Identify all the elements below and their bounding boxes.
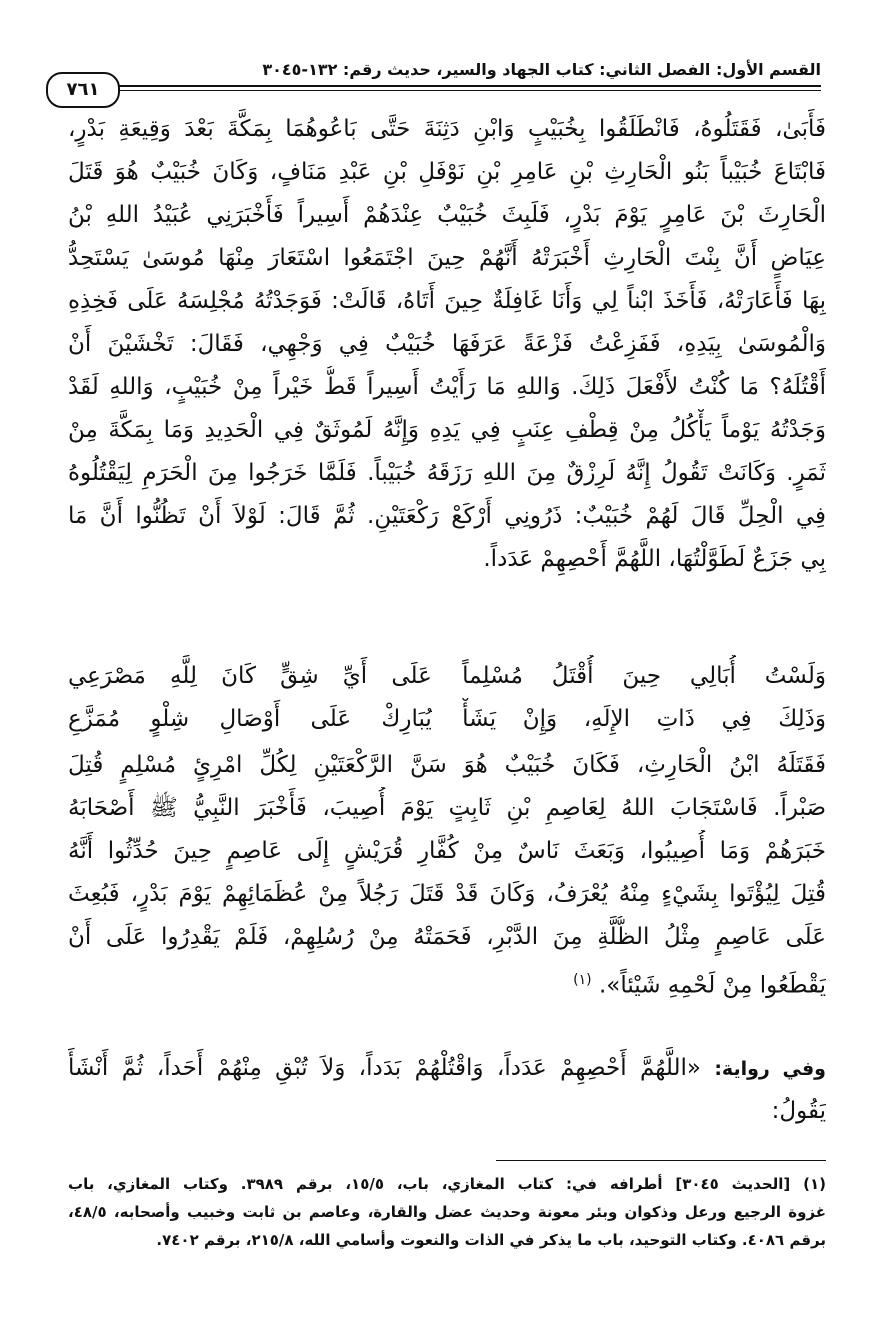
footnotes [68,1170,826,1254]
running-header: القسم الأول: الفصل الثاني: كتاب الجهاد والسير، حديث رقم: ١٣٢-٣٠٤٥ [262,60,821,79]
alternate-narration [68,1047,826,1133]
verse-second-hemistich: يُبَارِكْ عَلَى أَوْصَالِ شِلْوٍ مُمَزَّعِ [68,706,432,732]
text-line: صَبْراً. فَاسْتَجَابَ اللهُ لِعَاصِمِ بْنِ ثَابِتٍ يَوْمَ أُصِيبَ، فَأَخْبَرَ النَّبِيُّ ﷺ أَصْحَابَهُ [68,795,826,821]
verse-first-hemistich: وَذَلِكَ فِي ذَاتِ الإِلَهِ، وَإِنْ يَشَأْ [462,706,826,732]
text-line: يَقُولُ: [771,1098,826,1124]
text-line: الْحَارِثَ بْنَ عَامِرٍ يَوْمَ بَدْرٍ، فَلَبِثَ خُبَيْبٌ عِنْدَهُمْ أَسِيراً فَأَخْبَرَنِي عُبَيْدُ اللهِ بْنُ [68,202,826,228]
header-rule [110,85,821,87]
text-line: خَبَرَهُمْ وَمَا أُصِيبُوا، وَبَعَثَ نَاسٌ مِنْ كُفَّارِ قُرَيْشٍ إِلَى عَاصِمٍ حِينَ حُدِّثُوا أَنَّهُ [68,838,826,864]
footnote-line: برقم ٤٠٨٦. وكتاب التوحيد، باب ما يذكر في الذات والنعوت وأسامي الله، ٢١٥/٨، برقم ٧٤٠٢. [156,1231,826,1249]
text-line: وَالْمُوسَىٰ بِيَدِهِ، فَفَزِعْتُ فَزْعَةً عَرَفَهَا خُبَيْبٌ فِي وَجْهِي، فَقَالَ: تَخْشَيْنَ أَنْ [68,331,826,357]
text-line: بِي جَزَعٌ لَطَوَّلْتُهَا، اللَّهُمَّ أَحْصِهِمْ عَدَداً. [483,546,826,572]
hadith-text-continued [68,744,826,1002]
footnote-line: (١) [الحديث ٣٠٤٥] أطرافه في: كتاب المغازي، باب، ١٥/٥، برقم ٣٩٨٩. وكتاب المغازي، باب [68,1175,826,1193]
text-line: بِهَا فَأَعَارَتْهُ، فَأَخَذَ ابْناً لِي وَأَنَا غَافِلَةٌ حِينَ أَتَاهُ، قَالَتْ: فَوَجَدْتُهُ مُجْلِسَهُ عَلَى فَخِذِهِ [68,288,826,314]
text-fragment: يَقْطَعُوا مِنْ لَحْمِهِ شَيْئاً». [598,972,826,999]
text-line: فَأَبَىٰ، فَقَتَلُوهُ، فَانْطَلَقُوا بِخُبَيْبٍ وَابْنِ دَثِنَةَ حَتَّى بَاعُوهُمَا بِمَكَّةَ بَعْدَ وَقِيعَةِ بَدْرٍ، [68,116,826,142]
verse [68,698,826,741]
footnote-separator [496,1160,826,1161]
verse-first-hemistich: وَلَسْتُ أُبَالِي حِينَ أُقْتَلُ مُسْلِماً [462,663,826,689]
text-line: فِي الْحِلِّ قَالَ لَهُمْ خُبَيْبٌ: ذَرُونِي أَرْكَعْ رَكْعَتَيْنِ. ثُمَّ قَالَ: لَوْلاَ أَنْ تَظُنُّوا أَنَّ مَا [68,503,826,529]
text-line: عَلَى عَاصِمٍ مِثْلُ الظُّلَّةِ مِنَ الدَّبْرِ، فَحَمَتْهُ مِنْ رُسُلِهِمْ، فَلَمْ يَقْدِرُوا عَلَى أَنْ [68,924,826,950]
text-line: ثَمَرٍ. وَكَانَتْ تَقُولُ إِنَّهُ لَرِزْقٌ مِنَ اللهِ رَزَقَهُ خُبَيْباً. فَلَمَّا خَرَجُوا مِنَ الْحَرَمِ لِيَقْتُلُوهُ [68,460,826,486]
page-number: ٧٦١ [46,72,120,108]
header-rule-thin [110,90,821,91]
verse-second-hemistich: عَلَى أَيِّ شِقٍّ كَانَ لِلَّهِ مَصْرَعِي [68,663,432,689]
narration-lead: وفي رواية: [714,1058,826,1080]
verse [68,655,826,698]
poem-verses [68,655,826,741]
text-line [68,1047,826,1090]
text-line: فَقَتَلَهُ ابْنُ الْحَارِثِ، فَكَانَ خُبَيْبٌ هُوَ سَنَّ الرَّكْعَتَيْنِ لِكُلِّ امْرِئٍ مُسْلِمٍ قُتِلَ [68,752,826,778]
text-line: أَقْتُلَهُ؟ مَا كُنْتُ لأَفْعَلَ ذَلِكَ. وَاللهِ مَا رَأَيْتُ أَسِيراً قَطُّ خَيْراً مِنْ خُبَيْبٍ، وَاللهِ لَقَدْ [68,374,826,400]
text-line: قُتِلَ لِيُؤْتَوا بِشَيْءٍ مِنْهُ يُعْرَفُ، وَكَانَ قَدْ قَتَلَ رَجُلاً مِنْ عُظَمَائِهِمْ يَوْمَ بَدْرٍ، فَبُعِثَ [68,881,826,907]
text-line: وَجَدْتُهُ يَوْماً يَأْكُلُ مِنْ قِطْفِ عِنَبٍ فِي يَدِهِ وَإِنَّهُ لَمُوثَقٌ فِي الْحَدِيدِ وَمَا بِمَكَّةَ مِنْ [68,417,826,443]
text-fragment: «اللَّهُمَّ أَحْصِهِمْ عَدَداً، وَاقْتُلْهُمْ بَدَداً، وَلاَ تُبْقِ مِنْهُمْ أَحَداً، ثُمَّ أَنْشَأَ [68,1055,701,1081]
text-line: عِيَاضٍ أَنَّ بِنْتَ الْحَارِثِ أَخْبَرَتْهُ أَنَّهُمْ حِينَ اجْتَمَعُوا اسْتَعَارَ مِنْهَا مُوسَىٰ يَسْتَحِدُّ [68,245,826,271]
text-line: فَابْتَاعَ خُبَيْباً بَنُو الْحَارِثِ بْنِ عَامِرِ بْنِ نَوْفَلِ بْنِ عَبْدِ مَنَافٍ، وَكَانَ خُبَيْبٌ هُوَ قَتَلَ [68,159,826,185]
hadith-text [68,108,826,581]
footnote-reference[interactable]: (١) [573,972,592,988]
footnote-line: غزوة الرجيع ورعل وذكوان وبئر معونة وحديث عضل والقارة، وعاصم بن ثابت وخبيب وأصحابه، ٤٨/٥، [68,1203,826,1221]
text-line [68,959,826,1002]
